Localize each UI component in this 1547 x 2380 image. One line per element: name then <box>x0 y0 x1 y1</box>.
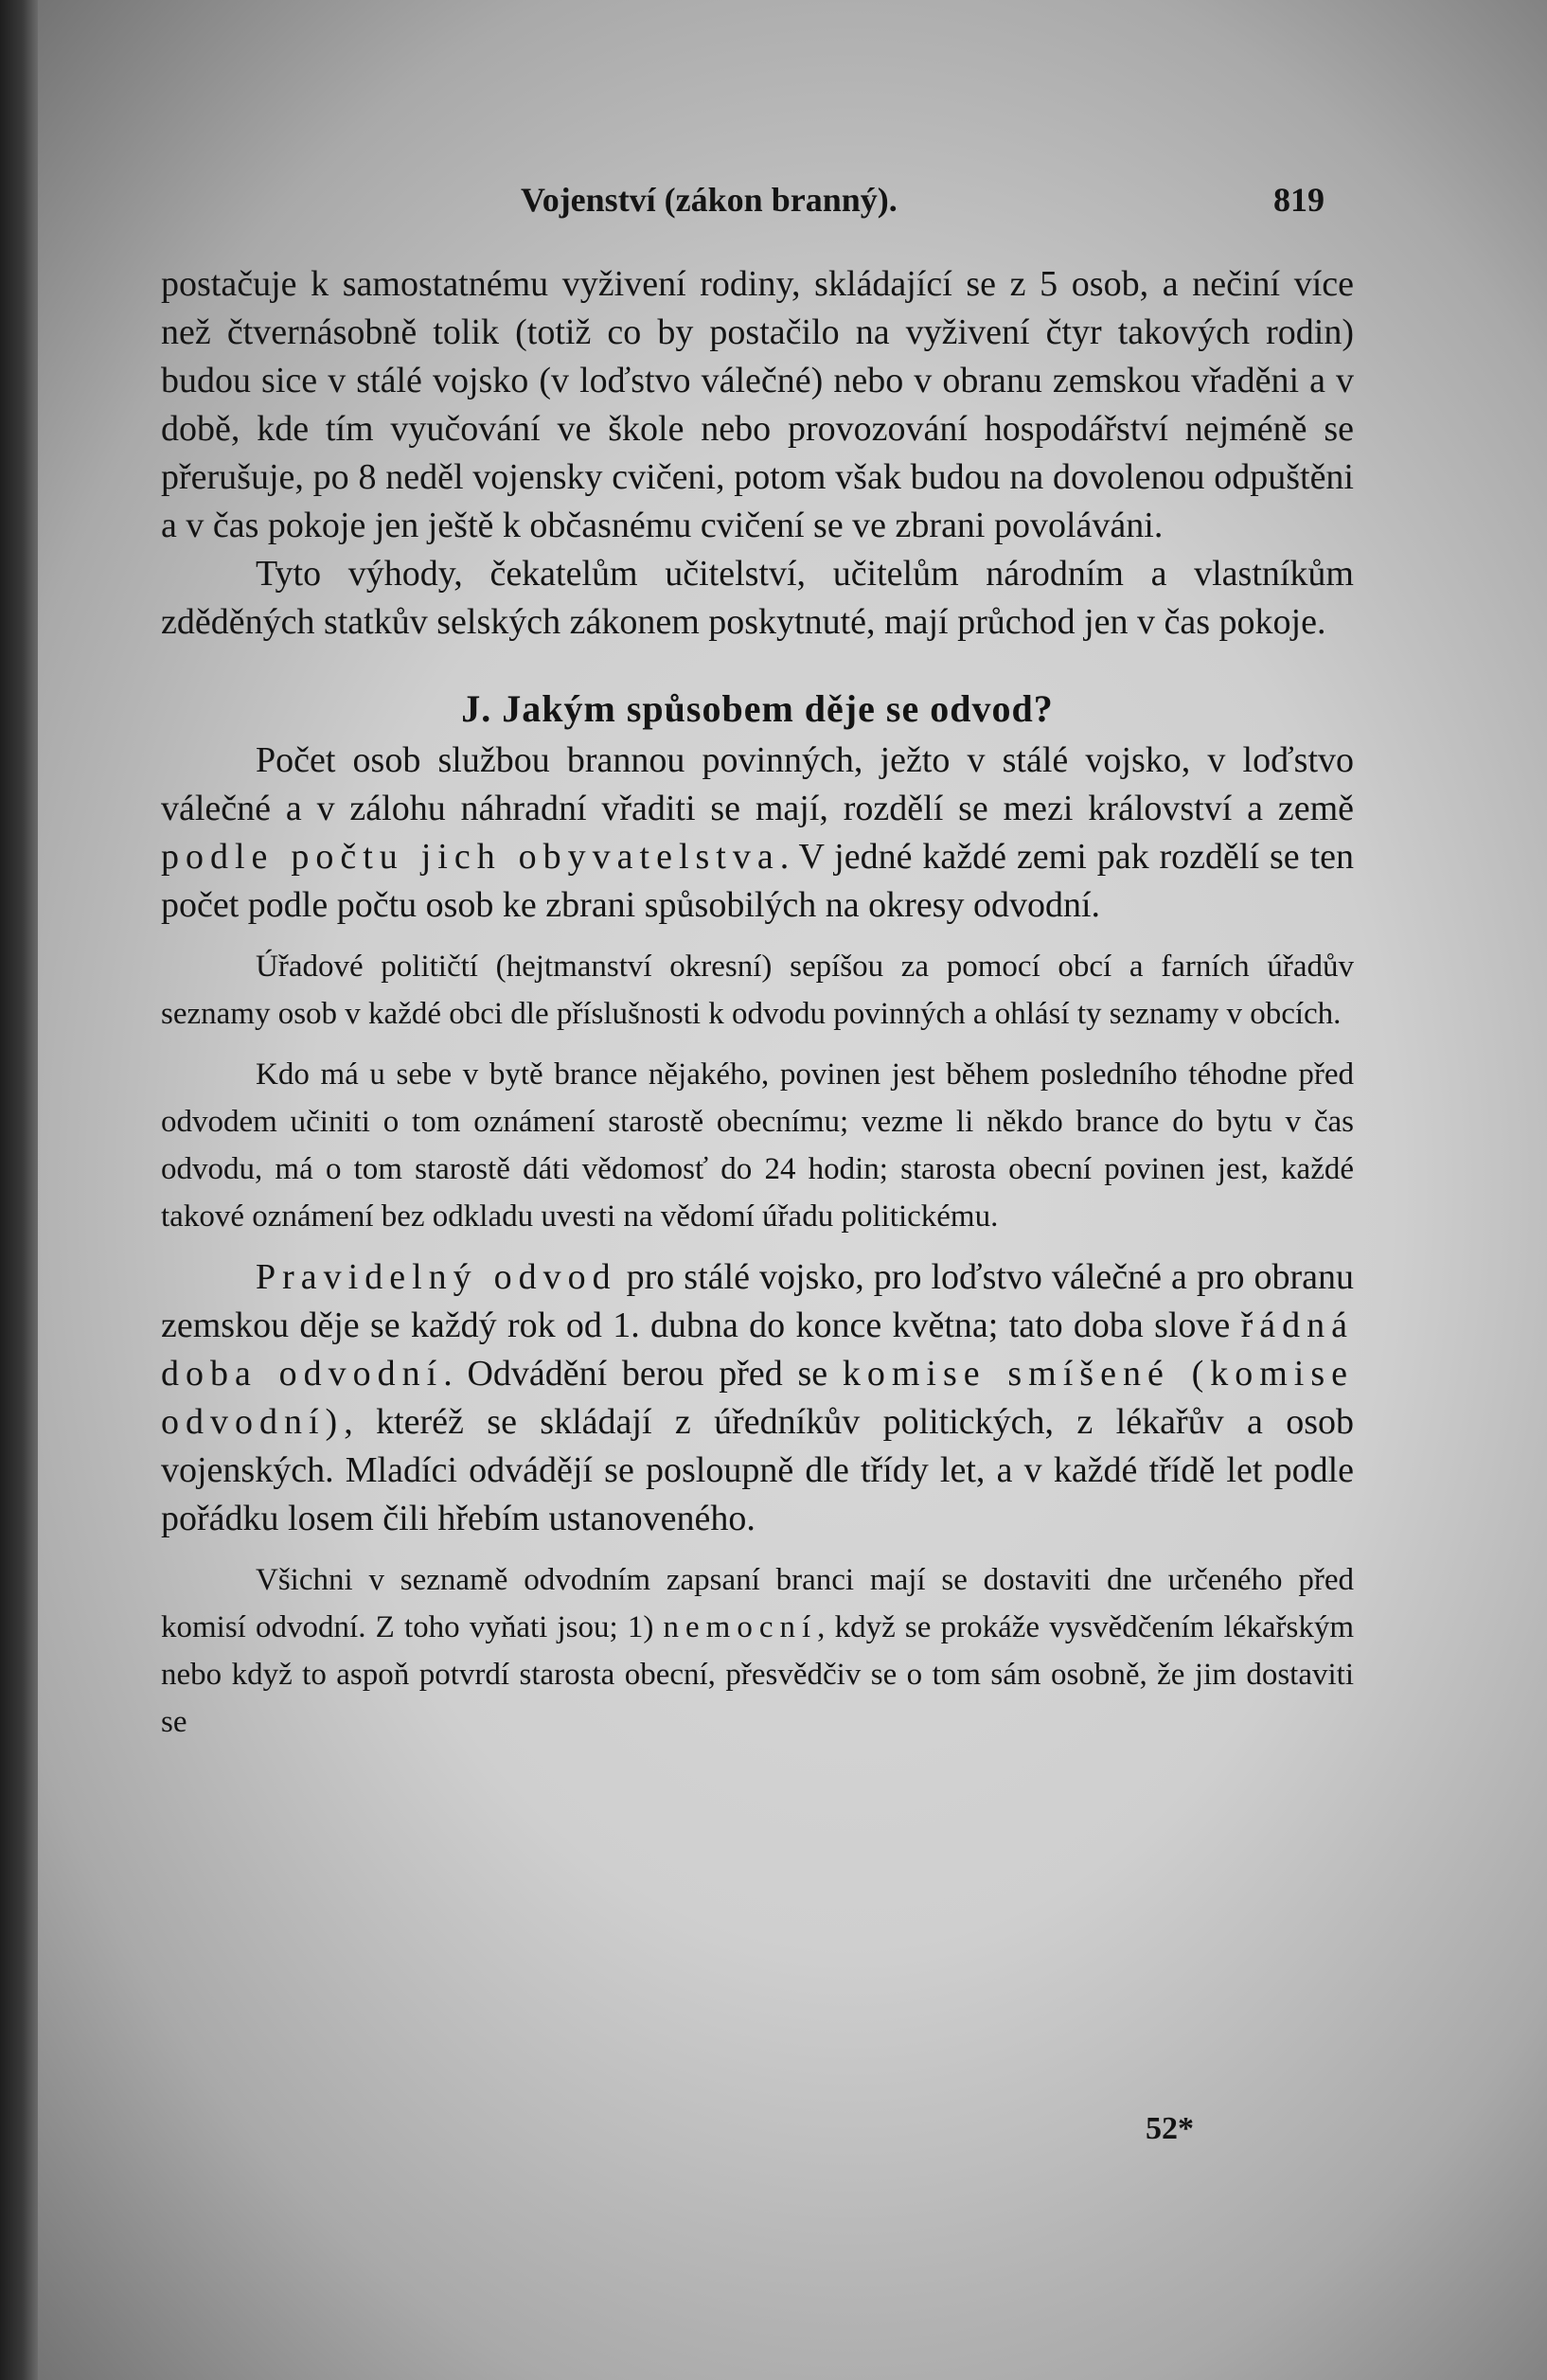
text-run: Všichni v seznamě odvodním zapsaní branci mají se dostaviti dne určeného před komisí odvodní. Z toho vyňati jsou; 1) <box>161 1563 1354 1644</box>
spaced-emphasis: nemocní <box>663 1610 818 1644</box>
paragraph-exemptions <box>161 1556 1354 1746</box>
book-page <box>114 142 1363 2319</box>
text-run: . V jedné každé zemi pak rozdělí se ten počet podle počtu osob ke zbrani spůsobilých na okresy odvodní. <box>161 837 1354 925</box>
text-run: Počet osob službou brannou povinných, ježto v stálé vojsko, v loďstvo válečné a v zálohu náhradní vřaditi se mají, rozdělí se mezi království a země <box>161 740 1354 828</box>
page-number: 819 <box>1273 181 1325 219</box>
spaced-emphasis: řádná doba odvodní <box>161 1305 1354 1394</box>
paragraph-continuation: postačuje k samostatnému vyživení rodiny, skládající se z 5 osob, a nečiní více než čtvernásobně tolik (totiž co by postačilo na vyživení čtyr takových rodin) budou sice v stálé vojsko (v loďstvo válečné) nebo v obranu zemskou vřaděni a v době, kde tím vyučování ve škole nebo provozování hospodářství nejméně se přerušuje, po 8 neděl vojensky cvičeni, potom však budou na dovolenou odpuštěni a v čas pokoje jen ještě k občasnému cvičení se ve zbrani povoláváni. <box>161 264 1354 545</box>
paragraph-regular-draft <box>161 1253 1354 1543</box>
paragraph-political-offices: Úřadové političtí (hejtmanství okresní) sepíšou za pomocí obcí a farních úřadův seznamy osob v každé obci dle příslušnosti k odvodu povinných a ohlásí ty seznamy v obcích. <box>161 950 1354 1031</box>
spaced-emphasis: Pravidelný odvod <box>256 1257 617 1297</box>
body-text <box>161 260 1354 1746</box>
spaced-emphasis: komise smíšené (komise odvodní) <box>161 1354 1354 1442</box>
running-head <box>114 180 1363 227</box>
section-heading: J. Jakým spůsobem děje se odvod? <box>461 687 1054 730</box>
signature-mark: 52* <box>1146 2111 1194 2146</box>
spaced-emphasis: podle počtu jich obyvatelstva <box>161 837 780 877</box>
text-run: , kteréž se skládají z úředníkův politických, z lékařův a osob vojenských. Mladíci odvádějí se posloupně dle třídy let, a v každé třídě let podle pořádku losem čili hřebím ustanoveného. <box>161 1402 1354 1538</box>
paragraph-lodging-notice: Kdo má u sebe v bytě brance nějakého, povinen jest během posledního téhodne před odvodem učiniti o tom oznámení starostě obecnímu; vezme li někdo brance do bytu v čas odvodu, má o tom starostě dáti vědomosť do 24 hodin; starosta obecní povinen jest, každé takové oznámení bez odkladu uvesti na vědomí úřadu politickému. <box>161 1057 1354 1234</box>
scan-left-edge <box>0 0 38 2380</box>
text-run: , když se prokáže vysvědčením lékařským nebo když to aspoň potvrdí starosta obecní, přesvědčiv se o tom sám osobně, že jim dostaviti se <box>161 1610 1354 1739</box>
text-run: pro stálé vojsko, pro loďstvo válečné a pro obranu zemskou děje se každý rok od 1. dubna do konce května; tato doba slove <box>161 1257 1354 1345</box>
paragraph-privileges: Tyto výhody, čekatelům učitelství, učitelům národním a vlastníkům zděděných statkův selských zákonem poskytnuté, mají průchod jen v čas pokoje. <box>161 554 1354 642</box>
running-head-title: Vojenství (zákon branný). <box>521 181 898 219</box>
paragraph-recruit-count <box>161 737 1354 930</box>
text-run: . Odvádění berou před se <box>443 1354 843 1394</box>
